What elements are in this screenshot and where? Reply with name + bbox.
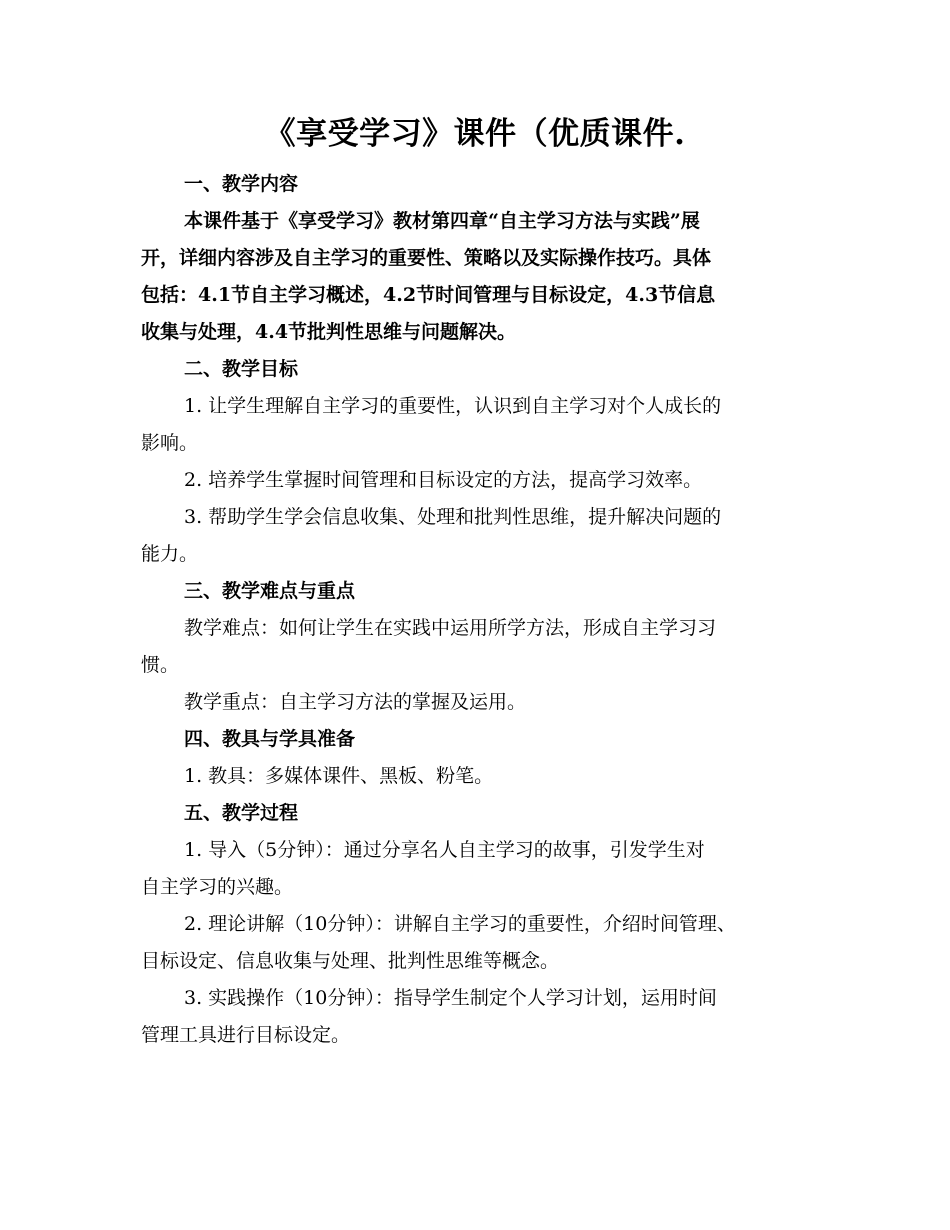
section-heading-difficulty: 三、教学难点与重点 (184, 580, 356, 602)
objective-item-line: 2. 培养学生掌握时间管理和目标设定的方法，提高学习效率。 (184, 469, 703, 491)
key-point-line: 教学重点：自主学习方法的掌握及运用。 (184, 691, 527, 713)
objective-item-line: 影响。 (141, 432, 199, 454)
process-item-line: 自主学习的兴趣。 (141, 876, 294, 898)
objective-item-line: 能力。 (141, 543, 199, 565)
difficulty-line: 教学难点：如何让学生在实践中运用所学方法，形成自主学习习 (184, 617, 717, 639)
materials-item-line: 1. 教具：多媒体课件、黑板、粉笔。 (184, 765, 494, 787)
difficulty-line: 惯。 (141, 654, 180, 676)
process-item-line: 1. 导入（5分钟）：通过分享名人自主学习的故事，引发学生对 (184, 839, 705, 861)
section-heading-materials: 四、教具与学具准备 (184, 728, 356, 750)
content-paragraph-line: 包括：4.1节自主学习概述，4.2节时间管理与目标设定，4.3节信息 (141, 284, 716, 306)
section-heading-objectives: 二、教学目标 (184, 358, 299, 380)
process-item-line: 管理工具进行目标设定。 (141, 1024, 351, 1046)
section-heading-process: 五、教学过程 (184, 802, 299, 824)
content-paragraph-line: 收集与处理，4.4节批判性思维与问题解决。 (141, 321, 517, 343)
document-title: 《享受学习》课件（优质课件. (264, 116, 686, 152)
process-item-line: 2. 理论讲解（10分钟）：讲解自主学习的重要性，介绍时间管理、 (184, 913, 736, 935)
objective-item-line: 1. 让学生理解自主学习的重要性，认识到自主学习对个人成长的 (184, 395, 722, 417)
document-body (141, 166, 831, 1054)
process-item-line: 3. 实践操作（10分钟）：指导学生制定个人学习计划，运用时间 (184, 987, 717, 1009)
section-heading-content: 一、教学内容 (184, 173, 299, 195)
content-paragraph-line: 本课件基于《享受学习》教材第四章“自主学习方法与实践”展 (184, 210, 700, 232)
objective-item-line: 3. 帮助学生学会信息收集、处理和批判性思维，提升解决问题的 (184, 506, 722, 528)
content-paragraph-line: 开，详细内容涉及自主学习的重要性、策略以及实际操作技巧。具体 (141, 247, 712, 269)
process-item-line: 目标设定、信息收集与处理、批判性思维等概念。 (141, 950, 560, 972)
